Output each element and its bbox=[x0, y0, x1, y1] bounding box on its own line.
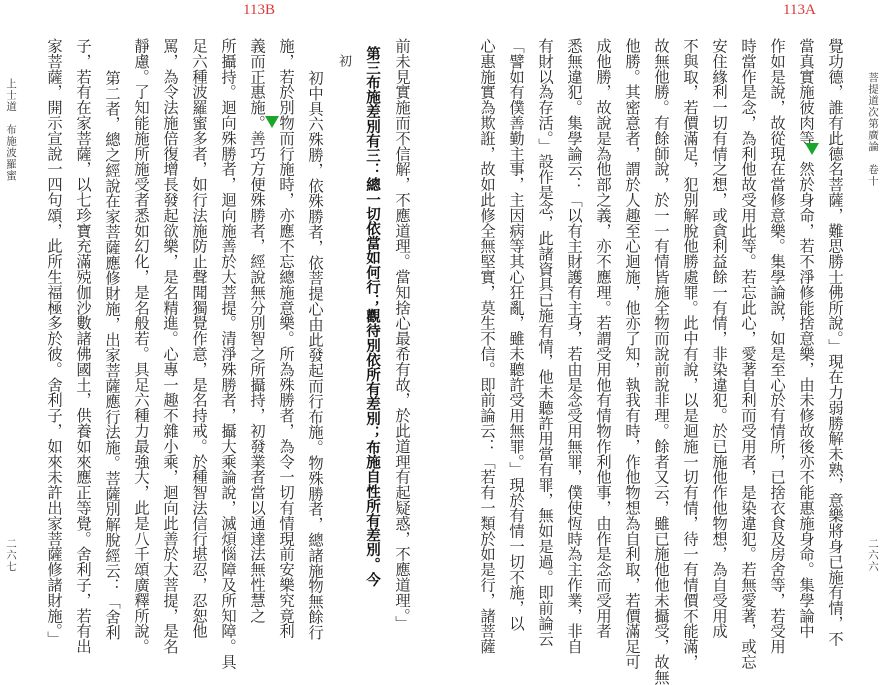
text-column: 初中具六殊勝，依殊勝者，依菩提心由此發起而行布施。物殊勝者，總諸施物無餘行 bbox=[306, 70, 324, 640]
heading-text: 第三布施差別有三：總一切依當如何行；觀待別依所有差別；布施自性所有差別。 bbox=[364, 46, 381, 572]
text-column: 前未見實施而不信解，不應道理。當知捨心最希有故，於此道理有起疑惑，不應道理。」 bbox=[393, 38, 411, 631]
text-column: 故無他勝。有餘師說，於一一有情皆施全物而說前說非理。餘者又云，雖已施他他未攝受，故無 bbox=[652, 38, 670, 685]
text-column: 成他勝，故說是為他部之義，亦不應理。若謂受用他有情物作利他事，由作是念而受用者 bbox=[594, 38, 612, 639]
subsection-marker: 初 bbox=[336, 54, 351, 68]
text-column: 不與取，若價滿足，犯別解脫他勝處罪。此中有說，以是迴施一切有情，待一有情價不能滿， bbox=[681, 38, 699, 670]
text-column: 足六種波羅蜜多者，如行法施防止聲聞獨覺作意，是名持戒。於種智法信行堪忍，忍恕他 bbox=[190, 38, 208, 639]
page-label-left: 113B bbox=[243, 2, 275, 18]
page-number-right: 二六六 bbox=[867, 538, 879, 573]
text-column: 覺功德，誰有此德名菩薩，難思勝士佛所說。」現在力弱勝解未熟，意樂將身已施有情，不 bbox=[826, 38, 844, 647]
text-column: 義而正惠施。善巧方便殊勝者，經說無分別智之所攝持，初發業者當以通達法無性慧之 bbox=[248, 38, 266, 624]
text-column: 安住緣利一切有情之想，或貪利益餘一有情，非染違犯。於已施他作他物想，為自受用成 bbox=[710, 38, 728, 639]
text-column: 子，若有在家菩薩，以七珍寶充滿殑伽沙數諸佛國土，供養如來應正等覺。舍利子，若有出 bbox=[74, 38, 92, 654]
text-column: 所攝持。迴向殊勝者，迴向施善於大菩提。清淨殊勝者，攝大乘論說，滅煩惱障及所知障。具 bbox=[219, 38, 237, 670]
text-column: 罵，為令法施倍復增長發起欲樂，是名精進。心專一趣不雜小乘，迴向此善於大菩提，是名 bbox=[161, 38, 179, 654]
green-triangle-marker-icon bbox=[805, 143, 819, 155]
text-column: 當真實施彼肉等，然於身命，若不淨修能捨意樂，由未修故後亦不能惠施身命。集學論中 bbox=[797, 38, 815, 639]
page-number-left: 二六七 bbox=[5, 538, 17, 573]
left-page-text bbox=[39, 38, 416, 670]
right-page-text bbox=[472, 38, 849, 685]
text-column: 有財以為存活。」設作是念，此諸資具已施有情，他未聽許用當有罪，無如是過。即前論云 bbox=[536, 38, 554, 647]
text-column: 施，若於別物而行施時，亦應不忘總施意樂。所為殊勝者，為令一切有情現前安樂究竟利 bbox=[277, 38, 295, 639]
text-column: 他勝。其密意者，謂於人趣至心迴施，他亦了知，執我有時，作他物想為自利取，若價滿足可 bbox=[623, 38, 641, 670]
green-triangle-marker-icon bbox=[265, 116, 279, 128]
running-title: 菩提道次第廣論 卷十 bbox=[867, 72, 879, 187]
text-column: 第二者，總之經說在家菩薩應修財施，出家菩薩應行法施。菩薩別解脫經云：「舍利 bbox=[103, 70, 121, 640]
text-column: 悉無違犯。集學論云：「以有主財護有主身，若由是念受用無罪，僕使恆時為主作業，非自 bbox=[565, 38, 583, 654]
text-column: 「譬如有僕善勤主事，主因病等其心狂亂，雖未聽許受用無罪。」現於有情一切不施，以 bbox=[507, 38, 525, 631]
margin-section-title: 上士道 布施波羅蜜 bbox=[5, 78, 17, 182]
page-label-right: 113A bbox=[783, 2, 816, 18]
text-column: 心惠施實為欺誑，故如此修全無堅實，莫生不信。即前論云：「若有一類於如是行，諸菩薩 bbox=[478, 38, 496, 654]
text-column: 家菩薩，開示宣說一四句頌，此所生福極多於彼。舍利子，如來未許出家菩薩修諸財施。」 bbox=[45, 38, 63, 647]
text-column: 時當作是念，為利他故受用此等。若忘此心，愛著自利而受用者，是染違犯。若無愛著，或忘 bbox=[739, 38, 757, 670]
section-heading bbox=[358, 38, 387, 587]
text-column: 靜慮。了知能施所施受者悉如幻化，是名般若。具足六種力最強大，此是八千頌廣釋所說。 bbox=[132, 38, 150, 654]
heading-tail: 今 bbox=[364, 571, 381, 587]
text-column: 作如是說，故從現在當修意樂。集學論說，如是至心於有情所，已捨衣食及房舍等，若受用 bbox=[768, 38, 786, 654]
